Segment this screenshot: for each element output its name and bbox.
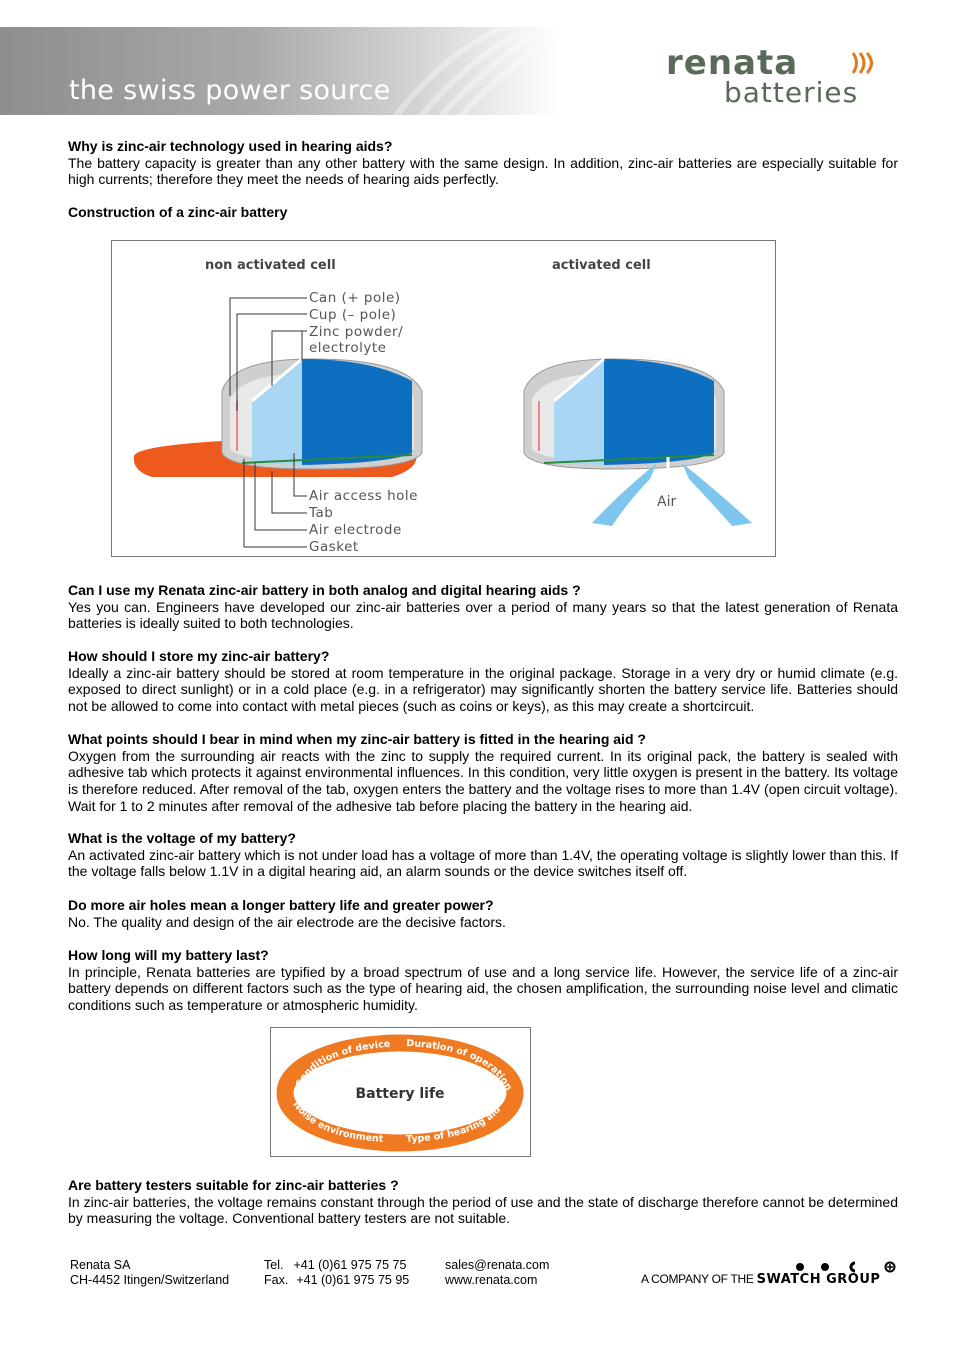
answer: Yes you can. Engineers have developed our zinc-air batteries over a period of many years so that the latest generation of Renata batteries is ideally suited to both technologies. <box>68 598 898 632</box>
section-air-holes <box>68 897 898 930</box>
section-battery-life <box>68 947 898 1014</box>
label-can: Can (+ pole) <box>309 290 401 306</box>
swatch-group-mark <box>641 1272 880 1287</box>
left-cell-title: non activated cell <box>205 258 336 273</box>
section-construction <box>68 204 898 221</box>
label-gasket: Gasket <box>309 539 359 555</box>
answer: Ideally a zinc-air battery should be stored at room temperature in the original package. Storage in a very dry or humid climate (e.g. exposed to direct sunlight) or in a cold place (e.g. in a refrigerator) may significantly shorten the battery service life. Batteries should not be allowed to come into contact with metal pieces (such as coins or keys), as this may create a shortcircuit. <box>68 664 898 715</box>
logo-waves-icon <box>850 49 880 75</box>
footer-location: CH-4452 Itingen/Switzerland <box>70 1273 230 1287</box>
group-name: SWATCH GROUP <box>756 1272 881 1287</box>
footer-phone <box>264 1258 409 1288</box>
section-why-zinc-air <box>68 138 898 188</box>
question: What is the voltage of my battery? <box>68 830 296 846</box>
left-cell <box>222 359 422 469</box>
air-arrow-right <box>682 463 752 526</box>
label-electrolyte: electrolyte <box>309 340 387 356</box>
question: How long will my battery last? <box>68 947 269 963</box>
logo-sub: batteries <box>724 76 859 109</box>
question: Do more air holes mean a longer battery life and greater power? <box>68 897 494 913</box>
air-arrow-left <box>592 463 657 526</box>
right-cell-title: activated cell <box>552 258 651 273</box>
section-analog-digital <box>68 582 898 632</box>
air-label: Air <box>657 494 677 510</box>
tel-number: +41 (0)61 975 75 75 <box>293 1258 407 1272</box>
header-band <box>0 27 560 115</box>
answer: In zinc-air batteries, the voltage remains constant through the period of use and the state of discharge therefore cannot be determined by measuring the voltage. Conventional battery testers are not suitable. <box>68 1193 898 1227</box>
answer: No. The quality and design of the air electrode are the decisive factors. <box>68 913 506 930</box>
section-voltage <box>68 830 898 880</box>
question: Can I use my Renata zinc-air battery in both analog and digital hearing aids ? <box>68 582 581 598</box>
tagline: the swiss power source <box>69 75 391 106</box>
footer-company: Renata SA <box>70 1258 131 1272</box>
answer: The battery capacity is greater than any other battery with the same design. In addition, zinc-air batteries are especially suitable for high currents; therefore they meet the needs of hearing aids perfectly. <box>68 154 898 188</box>
svg-text:Type of hearing aid <box>406 1104 503 1145</box>
battery-life-center: Battery life <box>355 1086 445 1102</box>
question: Why is zinc-air technology used in hearing aids? <box>68 138 393 154</box>
answer: An activated zinc-air battery which is not under load has a voltage of more than 1.4V, the operating voltage is slightly lower than this. If the voltage falls below 1.1V in a digital hearing aid, an alarm sounds or the device switches itself off. <box>68 846 898 880</box>
label-air-electrode: Air electrode <box>309 522 402 538</box>
label-cup: Cup (– pole) <box>309 307 397 323</box>
question: Are battery testers suitable for zinc-air batteries ? <box>68 1177 399 1193</box>
footer-email[interactable]: sales@renata.com <box>445 1258 550 1272</box>
label-air-access-hole: Air access hole <box>309 488 418 504</box>
page-header <box>0 27 954 115</box>
footer-address <box>70 1258 229 1288</box>
label-noise-environment: Noise environment <box>290 1099 384 1145</box>
label-condition-device: Condition of device <box>293 1038 391 1090</box>
answer: In principle, Renata batteries are typified by a broad spectrum of use and a long service life. However, the service life of a zinc-air battery depends on different factors such as the type of hearing aid, the chosen amplification, the surrounding noise level and climatic conditions such as temperature or atmospheric humidity. <box>68 963 898 1014</box>
fax-label: Fax. <box>264 1273 289 1287</box>
footer-web[interactable]: www.renata.com <box>445 1273 538 1287</box>
section-testers <box>68 1177 898 1227</box>
label-duration-operation: Duration of operation <box>406 1037 514 1093</box>
fax-number: +41 (0)61 975 75 95 <box>296 1273 410 1287</box>
construction-diagram <box>111 240 776 557</box>
page-footer <box>0 1258 954 1298</box>
footer-contact <box>445 1258 549 1288</box>
group-prefix: A COMPANY OF THE <box>641 1272 754 1286</box>
right-cell <box>524 359 724 469</box>
question: What points should I bear in mind when my zinc-air battery is fitted in the hearing aid ? <box>68 731 646 747</box>
answer: Oxygen from the surrounding air reacts with the zinc to supply the required current. In its original pack, the battery is sealed with adhesive tab which protects it against environmental influences. In this condition, very little oxygen is present in the battery. Its voltage is therefore reduced. After removal of the tab, oxygen enters the battery and the voltage rises to more than 1.4V (open circuit voltage). Wait for 1 to 2 minutes after removal of the adhesive tab before placing the battery in the hearing aid. <box>68 747 898 814</box>
question: How should I store my zinc-air battery? <box>68 648 330 664</box>
section-fitting <box>68 731 898 815</box>
tel-label: Tel. <box>264 1258 284 1272</box>
label-zinc-powder: Zinc powder/ <box>309 324 404 340</box>
question: Construction of a zinc-air battery <box>68 204 288 220</box>
logo-name: renata <box>666 43 799 83</box>
label-type-hearing-aid: Type of hearing aid <box>405 1104 504 1146</box>
label-tab: Tab <box>309 505 334 521</box>
section-storage <box>68 648 898 715</box>
battery-life-diagram <box>270 1027 531 1157</box>
